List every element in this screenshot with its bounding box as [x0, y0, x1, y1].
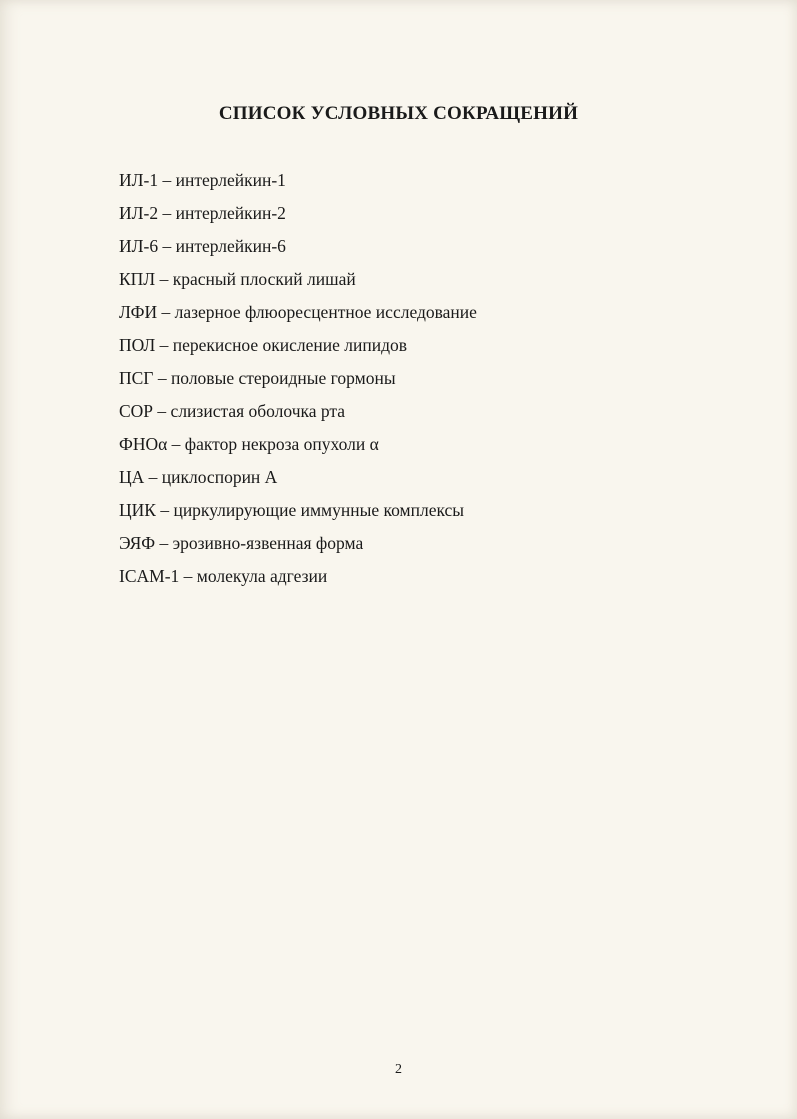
abbreviation-definition: циклоспорин А: [161, 467, 278, 487]
list-item: [119, 362, 477, 395]
abbreviation-definition: циркулирующие иммунные комплексы: [173, 500, 465, 520]
abbreviation-definition: красный плоский лишай: [172, 269, 356, 289]
abbreviation-term: ЦА: [119, 467, 145, 487]
abbreviation-term: ИЛ-2: [119, 203, 159, 223]
abbreviation-term: ФНОα: [119, 434, 168, 454]
abbreviation-definition: фактор некроза опухоли α: [184, 434, 379, 454]
list-item: [119, 197, 477, 230]
dash-separator: –: [155, 500, 174, 520]
list-item: [119, 494, 477, 527]
dash-separator: –: [153, 368, 171, 388]
list-item: [119, 527, 477, 560]
abbreviation-term: СОР: [119, 401, 154, 421]
dash-separator: –: [158, 203, 176, 223]
dash-separator: –: [157, 302, 175, 322]
abbreviation-term: ЭЯФ: [119, 533, 156, 553]
list-item: [119, 263, 477, 296]
abbreviation-definition: перекисное окисление липидов: [172, 335, 408, 355]
abbreviation-definition: молекула адгезии: [196, 566, 328, 586]
abbreviation-definition: эрозивно-язвенная форма: [172, 533, 364, 553]
page-title: СПИСОК УСЛОВНЫХ СОКРАЩЕНИЙ: [218, 103, 579, 124]
abbreviation-definition: лазерное флюоресцентное исследование: [174, 302, 477, 322]
list-item: [119, 461, 477, 494]
page-number: 2: [395, 1062, 402, 1077]
abbreviation-definition: интерлейкин-1: [175, 170, 286, 190]
list-item: [119, 164, 477, 197]
dash-separator: –: [155, 335, 173, 355]
abbreviation-term: ИЛ-6: [119, 236, 159, 256]
abbreviation-definition: слизистая оболочка рта: [170, 401, 346, 421]
list-item: [119, 560, 477, 593]
list-item: [119, 428, 477, 461]
dash-separator: –: [158, 170, 176, 190]
abbreviation-term: ICAM-1: [119, 566, 180, 586]
abbreviation-term: ПОЛ: [119, 335, 156, 355]
dash-separator: –: [144, 467, 162, 487]
dash-separator: –: [155, 533, 173, 553]
abbreviation-definition: интерлейкин-6: [175, 236, 286, 256]
dash-separator: –: [155, 269, 173, 289]
dash-separator: –: [158, 236, 176, 256]
abbreviation-definition: интерлейкин-2: [175, 203, 286, 223]
abbreviation-term: ЛФИ: [119, 302, 158, 322]
dash-separator: –: [179, 566, 197, 586]
dash-separator: –: [153, 401, 171, 421]
abbreviation-term: КПЛ: [119, 269, 156, 289]
abbreviation-term: ЦИК: [119, 500, 156, 520]
list-item: [119, 395, 477, 428]
dash-separator: –: [167, 434, 185, 454]
abbreviation-term: ПСГ: [119, 368, 154, 388]
abbreviation-definition: половые стероидные гормоны: [170, 368, 396, 388]
list-item: [119, 296, 477, 329]
list-item: [119, 230, 477, 263]
abbreviation-term: ИЛ-1: [119, 170, 159, 190]
abbreviation-list: [119, 164, 477, 593]
list-item: [119, 329, 477, 362]
